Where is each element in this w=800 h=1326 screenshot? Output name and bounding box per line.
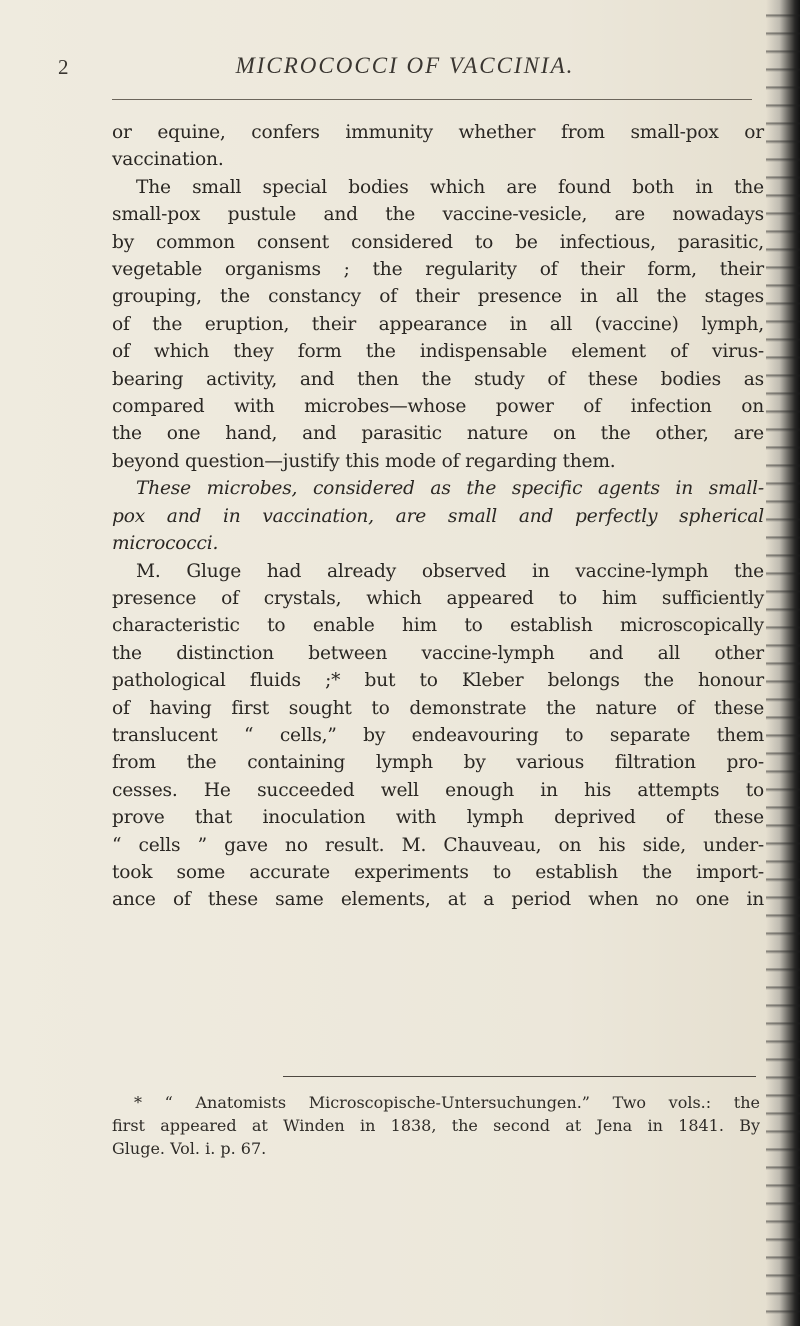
book-binding-edge [766,0,800,1326]
text-line: M. Gluge had already observed in vaccine-lymph the [136,560,764,582]
text-line: ance of these same elements, at a period when no one in [112,889,764,911]
text-line: prove that inoculation with lymph deprived of these [112,807,764,829]
text-line: pathological fluids ;* but to Kleber belongs the honour [112,670,764,692]
text-line: from the containing lymph by various filtration pro- [112,752,764,774]
text-line: of having first sought to demonstrate the nature of these [112,697,764,719]
text-line: translucent “ cells,” by endeavouring to separate them [112,724,764,746]
page-number: 2 [58,55,69,79]
text-line: of which they form the indispensable element of virus- [112,341,764,363]
text-line: cesses. He succeeded well enough in his attempts to [112,779,764,801]
text-line: bearing activity, and then the study of these bodies as [112,368,764,390]
text-line: beyond question—justify this mode of regarding them. [112,450,616,472]
italic-text-line: pox and in vaccination, are small and perfectly spherical [112,505,764,527]
footnote [112,1092,760,1160]
footnote-line: * “ Anatomists Microscopische-Untersuchungen.” Two vols.: the [134,1093,760,1112]
text-line: small-pox pustule and the vaccine-vesicle, are nowadays [112,204,764,226]
footnote-line: first appeared at Winden in 1838, the second at Jena in 1841. By [112,1115,760,1135]
text-line: presence of crystals, which appeared to him sufficiently [112,587,764,609]
text-line: characteristic to enable him to establish microscopically [112,615,764,637]
text-line: the one hand, and parasitic nature on the other, are [112,423,764,445]
text-line: the distinction between vaccine-lymph and all other [112,642,764,664]
body-text [112,119,764,914]
text-line: compared with microbes—whose power of infection on [112,396,764,418]
header-rule [112,99,752,100]
text-line: of the eruption, their appearance in all (vaccine) lymph, [112,313,764,335]
text-line: vaccination. [112,149,224,171]
text-line: or equine, confers immunity whether from small-pox or [112,122,764,143]
italic-text-line: micrococci. [112,533,219,555]
running-head [55,51,755,91]
text-line: took some accurate experiments to establish the import- [112,861,764,883]
text-line: “ cells ” gave no result. M. Chauveau, on his side, under- [112,834,764,856]
text-line: grouping, the constancy of their presence in all the stages [112,286,764,308]
text-line: vegetable organisms ; the regularity of their form, their [112,259,764,281]
footnote-line: Gluge. Vol. i. p. 67. [112,1138,267,1158]
italic-text-line: These microbes, considered as the specific agents in small- [136,478,764,500]
text-line: The small special bodies which are found both in the [136,176,764,198]
text-line: by common consent considered to be infectious, parasitic, [112,231,764,253]
footnote-rule [283,1076,756,1077]
running-title: MICROCOCCI OF VACCINIA. [235,53,575,78]
